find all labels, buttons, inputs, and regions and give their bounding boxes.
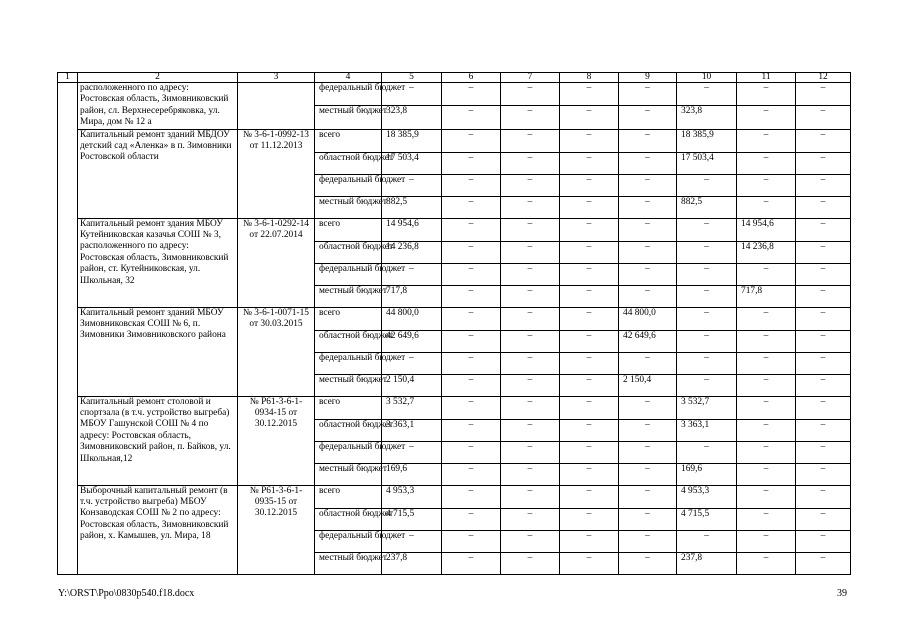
value-cell: –: [677, 352, 737, 374]
budget-source: областной бюджет: [315, 152, 382, 174]
value-cell: –: [560, 218, 619, 241]
value-cell: 717,8: [737, 285, 796, 307]
value-cell: –: [737, 106, 796, 129]
value-cell: –: [619, 241, 677, 263]
object-name: Выборочный капитальный ремонт (в т.ч. устройство выгреба) МБОУ Конзаводская СОШ № 2 по адресу: Ростовская область, Зимовниковский район, х. Камышев, ул. Мира, 18: [78, 485, 238, 574]
value-cell: –: [619, 396, 677, 419]
value-cell: –: [560, 129, 619, 152]
value-cell: 3 532,7: [382, 396, 442, 419]
value-cell: –: [677, 441, 737, 463]
value-cell: –: [737, 330, 796, 352]
value-cell: –: [442, 83, 501, 106]
value-cell: –: [442, 218, 501, 241]
header-row: [58, 73, 851, 83]
value-cell: –: [501, 307, 560, 330]
value-cell: 42 649,6: [619, 330, 677, 352]
value-cell: –: [796, 263, 851, 285]
value-cell: –: [442, 241, 501, 263]
value-cell: –: [501, 152, 560, 174]
value-cell: –: [677, 285, 737, 307]
value-cell: –: [619, 441, 677, 463]
value-cell: –: [737, 307, 796, 330]
value-cell: –: [442, 441, 501, 463]
value-cell: –: [501, 218, 560, 241]
value-cell: 323,8: [677, 106, 737, 129]
budget-source: федеральный бюджет: [315, 530, 382, 552]
value-cell: –: [501, 441, 560, 463]
value-cell: –: [501, 129, 560, 152]
value-cell: –: [619, 263, 677, 285]
value-cell: –: [501, 508, 560, 530]
value-cell: –: [796, 419, 851, 441]
value-cell: –: [560, 552, 619, 574]
value-cell: 169,6: [677, 463, 737, 485]
page-number: 39: [837, 588, 847, 599]
value-cell: –: [737, 263, 796, 285]
value-cell: –: [501, 106, 560, 129]
value-cell: 237,8: [382, 552, 442, 574]
value-cell: –: [442, 396, 501, 419]
value-cell: –: [796, 129, 851, 152]
value-cell: –: [619, 129, 677, 152]
value-cell: –: [560, 83, 619, 106]
value-cell: –: [442, 419, 501, 441]
value-cell: –: [442, 106, 501, 129]
value-cell: –: [442, 508, 501, 530]
value-cell: –: [737, 129, 796, 152]
value-cell: –: [501, 374, 560, 396]
value-cell: –: [737, 396, 796, 419]
value-cell: –: [737, 196, 796, 218]
value-cell: –: [796, 530, 851, 552]
table-row: [58, 396, 851, 419]
value-cell: –: [560, 530, 619, 552]
value-cell: –: [560, 152, 619, 174]
object-name: Капитальный ремонт зданий МБОУ Зимовниковская СОШ № 6, п. Зимовники Зимовниковского района: [78, 307, 238, 396]
column-number: 3: [238, 73, 315, 83]
value-cell: –: [442, 129, 501, 152]
table-row: [58, 485, 851, 508]
value-cell: –: [737, 552, 796, 574]
value-cell: –: [737, 485, 796, 508]
value-cell: –: [501, 330, 560, 352]
column-number: 12: [796, 73, 851, 83]
value-cell: –: [382, 441, 442, 463]
value-cell: –: [501, 285, 560, 307]
budget-source: федеральный бюджет: [315, 174, 382, 196]
value-cell: –: [442, 352, 501, 374]
value-cell: –: [737, 174, 796, 196]
column-number: 2: [78, 73, 238, 83]
value-cell: –: [619, 530, 677, 552]
value-cell: –: [619, 419, 677, 441]
budget-source: федеральный бюджет: [315, 263, 382, 285]
value-cell: –: [796, 218, 851, 241]
value-cell: –: [796, 352, 851, 374]
object-name: Капитальный ремонт здания МБОУ Кутейниковская казачья СОШ № 3, расположенного по адресу: Ростовская область, Зимовниковский район, ст. Кутейниковская, ул. Школьная, 32: [78, 218, 238, 307]
value-cell: –: [560, 174, 619, 196]
column-number: 11: [737, 73, 796, 83]
value-cell: –: [442, 285, 501, 307]
value-cell: –: [619, 106, 677, 129]
registration-number: № 3-6-1-0992-13 от 11.12.2013: [238, 129, 315, 218]
value-cell: –: [619, 485, 677, 508]
value-cell: –: [560, 485, 619, 508]
budget-source: всего: [315, 129, 382, 152]
value-cell: –: [796, 174, 851, 196]
value-cell: –: [737, 441, 796, 463]
value-cell: –: [677, 530, 737, 552]
value-cell: 3 363,1: [382, 419, 442, 441]
value-cell: 169,6: [382, 463, 442, 485]
table-row: [58, 83, 851, 106]
value-cell: –: [619, 352, 677, 374]
value-cell: –: [442, 174, 501, 196]
value-cell: –: [796, 485, 851, 508]
value-cell: 237,8: [677, 552, 737, 574]
value-cell: –: [560, 463, 619, 485]
value-cell: –: [501, 241, 560, 263]
value-cell: –: [501, 485, 560, 508]
value-cell: –: [796, 285, 851, 307]
value-cell: 2 150,4: [382, 374, 442, 396]
value-cell: –: [619, 83, 677, 106]
value-cell: 3 363,1: [677, 419, 737, 441]
budget-source: местный бюджет: [315, 374, 382, 396]
object-name: расположенного по адресу: Ростовская область, Зимовниковский район, сл. Верхнесеребряковка, ул. Мира, дом № 12 а: [78, 83, 238, 130]
value-cell: –: [796, 241, 851, 263]
object-name: Капитальный ремонт зданий МБДОУ детский сад «Аленка» в п. Зимовники Ростовской области: [78, 129, 238, 218]
value-cell: –: [560, 396, 619, 419]
value-cell: –: [501, 463, 560, 485]
value-cell: –: [737, 152, 796, 174]
value-cell: –: [501, 352, 560, 374]
value-cell: –: [796, 441, 851, 463]
value-cell: –: [619, 285, 677, 307]
budget-source: всего: [315, 485, 382, 508]
value-cell: –: [677, 307, 737, 330]
column-number: 5: [382, 73, 442, 83]
value-cell: 4 715,5: [677, 508, 737, 530]
value-cell: –: [382, 352, 442, 374]
column-number: 6: [442, 73, 501, 83]
budget-source: областной бюджет: [315, 241, 382, 263]
value-cell: –: [560, 263, 619, 285]
value-cell: –: [501, 419, 560, 441]
value-cell: –: [737, 352, 796, 374]
value-cell: 3 532,7: [677, 396, 737, 419]
budget-source: федеральный бюджет: [315, 352, 382, 374]
value-cell: –: [560, 374, 619, 396]
value-cell: –: [796, 396, 851, 419]
value-cell: –: [619, 196, 677, 218]
value-cell: –: [796, 508, 851, 530]
value-cell: –: [560, 352, 619, 374]
value-cell: 4 953,3: [677, 485, 737, 508]
value-cell: –: [619, 174, 677, 196]
value-cell: 882,5: [382, 196, 442, 218]
value-cell: –: [737, 463, 796, 485]
budget-source: всего: [315, 218, 382, 241]
value-cell: 44 800,0: [619, 307, 677, 330]
value-cell: –: [619, 152, 677, 174]
value-cell: –: [382, 83, 442, 106]
row-number-cell: [58, 83, 78, 575]
value-cell: 4 715,5: [382, 508, 442, 530]
value-cell: –: [737, 83, 796, 106]
value-cell: –: [619, 218, 677, 241]
table-row: [58, 218, 851, 241]
value-cell: –: [560, 419, 619, 441]
value-cell: –: [560, 508, 619, 530]
budget-source: областной бюджет: [315, 419, 382, 441]
value-cell: 717,8: [382, 285, 442, 307]
value-cell: 14 954,6: [737, 218, 796, 241]
column-number: 9: [619, 73, 677, 83]
registration-number: № Р61-3-6-1-0934-15 от 30.12.2015: [238, 396, 315, 485]
value-cell: –: [677, 218, 737, 241]
value-cell: –: [442, 463, 501, 485]
value-cell: –: [382, 174, 442, 196]
value-cell: –: [796, 330, 851, 352]
value-cell: 17 503,4: [382, 152, 442, 174]
value-cell: –: [796, 463, 851, 485]
budget-source: федеральный бюджет: [315, 441, 382, 463]
value-cell: –: [442, 307, 501, 330]
footer-file-path: Y:\ORST\Ppo\0830p540.f18.docx: [58, 588, 195, 599]
value-cell: –: [796, 106, 851, 129]
value-cell: –: [442, 485, 501, 508]
budget-source: местный бюджет: [315, 285, 382, 307]
value-cell: 17 503,4: [677, 152, 737, 174]
value-cell: –: [619, 552, 677, 574]
budget-source: областной бюджет: [315, 330, 382, 352]
value-cell: –: [560, 285, 619, 307]
value-cell: –: [501, 263, 560, 285]
budget-source: местный бюджет: [315, 463, 382, 485]
value-cell: –: [796, 374, 851, 396]
value-cell: –: [382, 263, 442, 285]
value-cell: –: [677, 330, 737, 352]
budget-source: местный бюджет: [315, 552, 382, 574]
column-number: 1: [58, 73, 78, 83]
value-cell: –: [501, 396, 560, 419]
budget-table: [57, 72, 851, 575]
registration-number: № 3-6-1-0292-14 от 22.07.2014: [238, 218, 315, 307]
value-cell: –: [737, 530, 796, 552]
value-cell: –: [442, 530, 501, 552]
column-number: 10: [677, 73, 737, 83]
value-cell: 4 953,3: [382, 485, 442, 508]
budget-source: федеральный бюджет: [315, 83, 382, 106]
value-cell: –: [560, 441, 619, 463]
value-cell: –: [501, 174, 560, 196]
value-cell: 42 649,6: [382, 330, 442, 352]
value-cell: –: [677, 241, 737, 263]
value-cell: –: [501, 196, 560, 218]
table-row: [58, 129, 851, 152]
budget-source: местный бюджет: [315, 196, 382, 218]
value-cell: –: [560, 307, 619, 330]
value-cell: 18 385,9: [677, 129, 737, 152]
value-cell: –: [677, 374, 737, 396]
value-cell: –: [560, 106, 619, 129]
column-number: 8: [560, 73, 619, 83]
value-cell: –: [442, 152, 501, 174]
budget-source: местный бюджет: [315, 106, 382, 129]
registration-number: [238, 83, 315, 130]
value-cell: –: [737, 374, 796, 396]
value-cell: 14 236,8: [737, 241, 796, 263]
value-cell: –: [619, 508, 677, 530]
value-cell: –: [796, 196, 851, 218]
value-cell: 44 800,0: [382, 307, 442, 330]
value-cell: 14 954,6: [382, 218, 442, 241]
value-cell: –: [796, 83, 851, 106]
value-cell: –: [501, 530, 560, 552]
value-cell: 2 150,4: [619, 374, 677, 396]
value-cell: –: [560, 196, 619, 218]
value-cell: –: [501, 552, 560, 574]
value-cell: –: [560, 241, 619, 263]
registration-number: № 3-6-1-0071-15 от 30.03.2015: [238, 307, 315, 396]
value-cell: 14 236,8: [382, 241, 442, 263]
column-number: 7: [501, 73, 560, 83]
object-name: Капитальный ремонт столовой и спортзала (в т.ч. устройство выгреба) МБОУ Гашунской СОШ № 4 по адресу: Ростовская область, Зимовниковский район, п. Байков, ул. Школьная,12: [78, 396, 238, 485]
value-cell: –: [501, 83, 560, 106]
budget-source: областной бюджет: [315, 508, 382, 530]
value-cell: 882,5: [677, 196, 737, 218]
value-cell: –: [442, 552, 501, 574]
value-cell: –: [442, 374, 501, 396]
value-cell: –: [677, 263, 737, 285]
value-cell: –: [442, 196, 501, 218]
value-cell: –: [560, 330, 619, 352]
value-cell: –: [442, 330, 501, 352]
value-cell: –: [796, 307, 851, 330]
value-cell: –: [677, 174, 737, 196]
value-cell: –: [796, 152, 851, 174]
budget-source: всего: [315, 307, 382, 330]
value-cell: –: [737, 419, 796, 441]
budget-source: всего: [315, 396, 382, 419]
value-cell: 323,8: [382, 106, 442, 129]
table-row: [58, 307, 851, 330]
value-cell: –: [619, 463, 677, 485]
value-cell: –: [442, 263, 501, 285]
value-cell: 18 385,9: [382, 129, 442, 152]
value-cell: –: [382, 530, 442, 552]
registration-number: № Р61-3-6-1-0935-15 от 30.12.2015: [238, 485, 315, 574]
value-cell: –: [796, 552, 851, 574]
value-cell: –: [737, 508, 796, 530]
value-cell: –: [677, 83, 737, 106]
column-number: 4: [315, 73, 382, 83]
